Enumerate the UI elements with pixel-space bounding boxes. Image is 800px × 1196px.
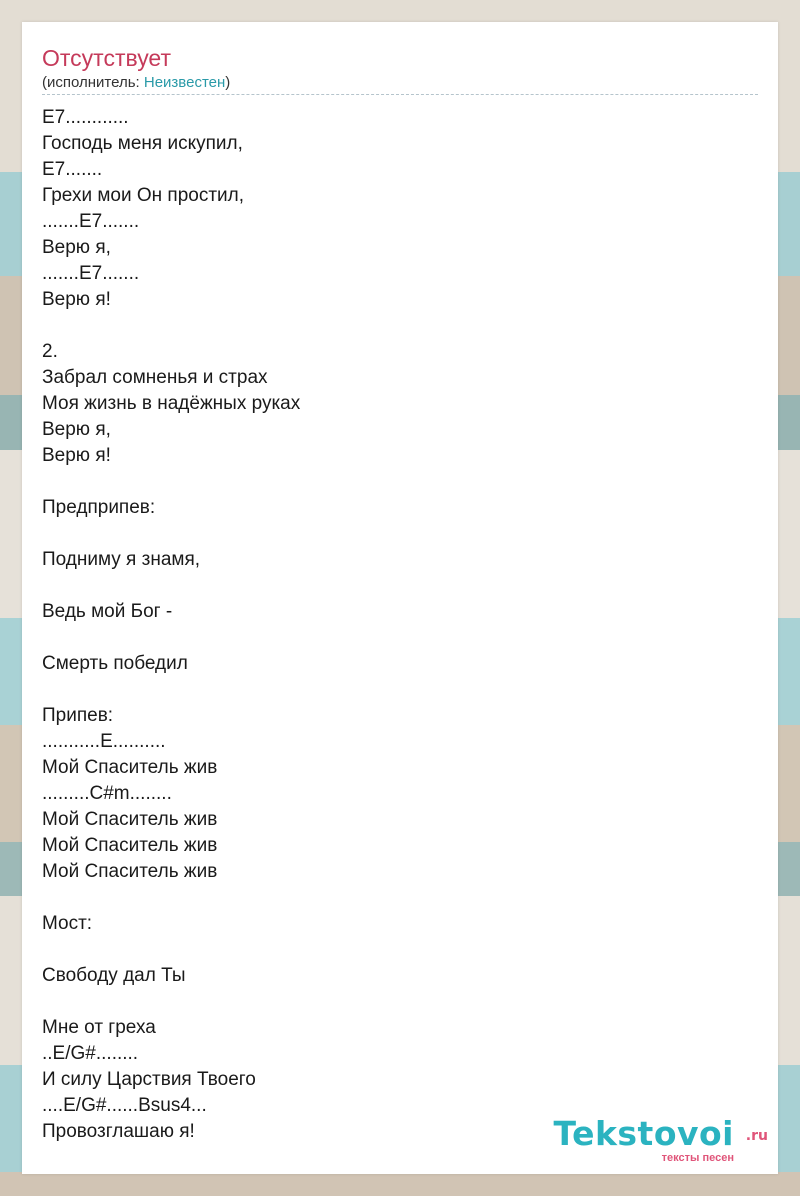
- lyric-line: E7............: [42, 107, 129, 128]
- lyric-line: ....E/G#......Bsus4...: [42, 1095, 207, 1116]
- lyric-line: Припев:: [42, 705, 114, 726]
- lyric-line: .......E7.......: [42, 263, 140, 284]
- lyric-line: ..E/G#........: [42, 1043, 139, 1064]
- lyric-line: Мне от греха: [42, 1017, 156, 1038]
- lyric-line: [42, 989, 742, 1015]
- title-divider: [42, 94, 758, 95]
- lyric-line: [42, 469, 742, 495]
- lyric-line: Мой Спаситель жив: [42, 861, 218, 882]
- lyrics-text: [42, 105, 742, 1145]
- song-title: Отсутствует: [42, 45, 171, 71]
- lyric-line: Предприпев:: [42, 497, 156, 518]
- artist-prefix: (исполнитель:: [42, 74, 144, 91]
- lyric-line: И силу Царствия Твоего: [42, 1069, 256, 1090]
- lyric-line: [42, 625, 742, 651]
- lyric-line: Подниму я знамя,: [42, 549, 201, 570]
- lyric-line: Провозглашаю я!: [42, 1121, 195, 1142]
- artist-suffix: ): [225, 74, 231, 91]
- site-logo[interactable]: [553, 1114, 770, 1168]
- logo-tagline: тексты песен: [661, 1152, 734, 1164]
- lyric-line: [42, 573, 742, 599]
- lyric-line: [42, 313, 742, 339]
- lyric-line: [42, 521, 742, 547]
- lyric-line: .........C#m........: [42, 783, 172, 804]
- lyric-line: Ведь мой Бог -: [42, 601, 173, 622]
- lyric-line: Мост:: [42, 913, 93, 934]
- lyric-line: Верю я!: [42, 445, 111, 466]
- lyric-line: Грехи мои Он простил,: [42, 185, 245, 206]
- lyric-line: 2.: [42, 341, 58, 362]
- lyric-line: Смерть победил: [42, 653, 188, 674]
- lyric-line: Мой Спаситель жив: [42, 757, 218, 778]
- lyric-line: Моя жизнь в надёжных руках: [42, 393, 301, 414]
- lyric-line: [42, 885, 742, 911]
- artist-link[interactable]: Неизвестен: [143, 74, 226, 91]
- lyric-line: Свободу дал Ты: [42, 965, 186, 986]
- lyric-line: Мой Спаситель жив: [42, 809, 218, 830]
- lyric-line: Мой Спаситель жив: [42, 835, 218, 856]
- lyric-line: ...........E..........: [42, 731, 166, 752]
- lyrics-page: [22, 22, 778, 1174]
- lyric-line: Верю я,: [42, 237, 111, 258]
- artist-line: [42, 74, 230, 92]
- lyric-line: Верю я!: [42, 289, 111, 310]
- lyric-line: Верю я,: [42, 419, 111, 440]
- lyric-line: Господь меня искупил,: [42, 133, 243, 154]
- lyric-line: E7.......: [42, 159, 103, 180]
- lyric-line: [42, 937, 742, 963]
- lyric-line: .......E7.......: [42, 211, 140, 232]
- lyric-line: Забрал сомненья и страх: [42, 367, 268, 388]
- logo-name: Tekstovoi: [553, 1114, 734, 1153]
- lyric-line: [42, 677, 742, 703]
- logo-tld: .ru: [745, 1128, 768, 1144]
